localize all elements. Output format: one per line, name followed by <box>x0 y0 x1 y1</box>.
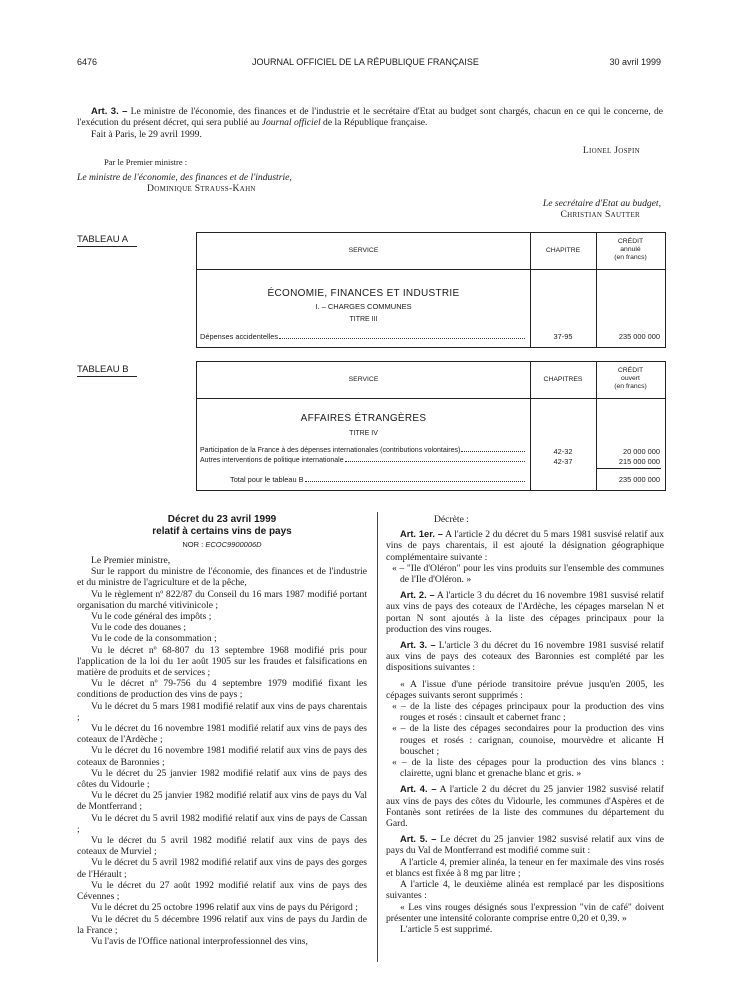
fait-a-paris: Fait à Paris, le 29 avril 1999. <box>91 129 202 140</box>
credit-line-2: ouvert <box>621 375 640 382</box>
par-premier-ministre: Par le Premier ministre : <box>104 157 188 167</box>
tableau-b-row1-credit: 20 000 000 <box>623 447 660 456</box>
tableau-b-row2-chapitre: 42-37 <box>553 457 573 466</box>
art4-label: Art. 4. – <box>400 784 437 795</box>
row-label: Dépenses accidentelles <box>200 332 279 341</box>
art1-quote: « – "Ile d'Oléron" pour les vins produits sur l'ensemble des communes de l'Ile d'Oléron. » <box>392 562 664 586</box>
tableau-b-label: TABLEAU B <box>77 364 137 377</box>
considerant-paragraph: Vu le décret du 5 avril 1982 modifié relatif aux vins de pays de Cassan ; <box>77 812 367 835</box>
page-number: 6476 <box>77 57 98 67</box>
considerant-paragraph: Vu le décret du 5 avril 1982 modifié relatif aux vins de pays des coteaux de Murviel ; <box>77 835 367 858</box>
considerant-paragraph: Vu le décret du 5 décembre 1996 relatif aux vins de pays du Jardin de la France ; <box>77 913 367 936</box>
tableau-a <box>196 232 666 348</box>
tableau-a-ministry: ÉCONOMIE, FINANCES ET INDUSTRIE <box>267 288 460 299</box>
tableau-b-col-chapitre: CHAPITRES <box>543 376 583 383</box>
considerant-paragraph: Vu le code des douanes ; <box>91 622 187 634</box>
art1-text: A l'article 2 du décret du 5 mars 1981 susvisé relatif aux vins de pays charentais, il est ajouté la désignation géographique complémentaire suivante : <box>386 529 664 563</box>
tableau-b-titre: TITRE IV <box>349 430 378 437</box>
tableau-b-row2-credit: 215 000 000 <box>618 457 660 466</box>
minister-title: Le ministre de l'économie, des finances et de l'industrie, <box>77 172 292 183</box>
considerant-paragraph: Vu le règlement nº 822/87 du Conseil du 16 mars 1987 modifié portant organisation du marché vitivinicole ; <box>77 588 367 611</box>
art2 <box>386 590 664 635</box>
decrete: Décrète : <box>434 514 469 525</box>
art5 <box>386 834 664 856</box>
considerant-paragraph: Vu le décret du 27 août 1992 modifié relatif aux vins de pays des Cévennes ; <box>77 879 367 903</box>
tableau-b-row2 <box>200 457 527 464</box>
art3-text-b: de la République française. <box>320 117 428 129</box>
decree-title-line-2: relatif à certains vins de pays <box>152 526 292 537</box>
considerant-paragraph: Vu le décret du 16 novembre 1981 modifié relatif aux vins de pays des coteaux de l'Ardèche ; <box>77 723 367 746</box>
tableau-b-total-credit: 235 000 000 <box>618 475 660 484</box>
column-divider <box>377 512 378 962</box>
art5-text: Le décret du 25 janvier 1982 susvisé relatif aux vins de pays du Val de Montferrand est modifié comme suit : <box>386 834 664 857</box>
art5-p4: L'article 5 est supprimé. <box>400 923 493 935</box>
art3-label: Art. 3. – <box>400 640 436 651</box>
art3-paragraph <box>77 106 663 129</box>
considerant-paragraph: Le Premier ministre, <box>91 555 171 566</box>
decree-title-line-1: Décret du 23 avril 1999 <box>167 514 277 525</box>
tableau-a-row <box>200 332 527 341</box>
row-label: Participation de la France à des dépenses internationales (contributions volontaires) <box>200 447 461 454</box>
considerant-paragraph: Vu le décret du 5 mars 1981 modifié relatif aux vins de pays charentais ; <box>77 700 367 723</box>
art3-item-3: « – de la liste des cépages pour la production des vins blancs : clairette, ugni blanc et grenache blanc et gris. » <box>392 757 664 780</box>
art3-journal: Journal officiel <box>261 117 321 129</box>
considerant-paragraph: Vu le décret du 16 novembre 1981 modifié relatif aux vins de pays des coteaux de Baronnies ; <box>77 745 367 768</box>
considerant-paragraph: Vu le décret du 25 janvier 1982 modifié relatif aux vins de pays du Val de Montferrand ; <box>77 790 367 813</box>
art5-p2: A l'article 4, le deuxième alinéa est remplacé par les dispositions suivantes : <box>386 879 664 902</box>
art3-label: Art. 3. – <box>91 106 128 117</box>
tableau-a-col-credit <box>596 238 665 262</box>
art3-quote: « A l'issue d'une période transitoire prévue jusqu'en 2005, les cépages suivants seront supprimés : <box>386 678 664 701</box>
considerant-paragraph: Vu le décret nº 79-756 du 4 septembre 1979 modifié fixant les conditions de production des vins de pays ; <box>77 678 367 701</box>
tableau-b-col-credit <box>596 367 665 391</box>
signature-pm: Lionel Jospin <box>582 145 640 156</box>
decree-title <box>77 514 367 538</box>
tableau-a-col-chapitre: CHAPITRE <box>545 247 581 254</box>
considerant-paragraph: Vu le décret nº 68-807 du 13 septembre 1968 modifié pris pour l'application de la loi du 1er août 1905 sur les fraudes et falsifications en matière de produits et de services ; <box>77 644 367 679</box>
journal-title: JOURNAL OFFICIEL DE LA RÉPUBLIQUE FRANÇAISE <box>252 57 479 67</box>
tableau-a-section: I. – CHARGES COMMUNES <box>315 302 412 311</box>
minister-name: Dominique Strauss-Kahn <box>147 183 256 194</box>
art3-item-2: « – de la liste des cépages secondaires pour la production des vins rouges et rosés : carignan, counoise, mourvèdre et alicante H bouschet ; <box>392 723 664 757</box>
art3 <box>386 640 664 674</box>
art2-text: A l'article 3 du décret du 16 novembre 1981 susvisé relatif aux vins de pays des coteaux de l'Ardèche, les cépages marselan N et portan N sont ajoutés à la liste des cépages principaux pour la production des vins rouges. <box>386 590 664 635</box>
considerant-paragraph: Vu le décret du 25 janvier 1982 modifié relatif aux vins de pays des côtes du Vidourle ; <box>77 767 367 791</box>
art5-p3: « Les vins rouges désignés sous l'expression "vin de café" doivent présenter une intensité colorante comprise entre 0,20 et 0,39. » <box>386 901 664 924</box>
nor-label: NOR : <box>182 540 206 549</box>
considerant-paragraph: Vu le code de la consommation ; <box>91 633 217 645</box>
art4 <box>386 784 664 829</box>
considerant-paragraph: Vu le code général des impôts ; <box>91 611 212 623</box>
row-label: Autres interventions de politique internationale <box>200 457 344 464</box>
considerant-paragraph: Vu le décret du 25 octobre 1996 relatif aux vins de pays du Périgord ; <box>91 902 358 914</box>
secretary-title: Le secrétaire d'Etat au budget, <box>542 198 661 209</box>
tableau-b <box>196 361 666 491</box>
secretary-name: Christian Sautter <box>560 209 640 220</box>
credit-line-1: CRÉDIT <box>617 367 644 374</box>
tableau-b-ministry: AFFAIRES ÉTRANGÈRES <box>300 413 427 424</box>
tableau-b-row1-chapitre: 42-32 <box>553 447 573 456</box>
considerant-paragraph: Vu l'avis de l'Office national interprofessionnel des vins, <box>91 935 308 947</box>
tableau-a-titre: TITRE III <box>349 316 378 323</box>
art2-label: Art. 2. – <box>400 590 435 601</box>
decree-nor <box>77 540 367 549</box>
art4-text: A l'article 2 du décret du 25 janvier 1982 susvisé relatif aux vins de pays des côtes du Vidourle, les communes d'Aspères et de Fontanès sont retirées de la liste des communes du département du Gard. <box>386 784 664 830</box>
page-date: 30 avril 1999 <box>609 57 661 67</box>
art1-label: Art. 1er. – <box>400 529 443 540</box>
nor-code: ECOC9900006D <box>205 540 262 549</box>
credit-line-3: (en francs) <box>614 254 647 261</box>
art1 <box>386 529 664 563</box>
tableau-b-total <box>230 475 527 484</box>
credit-line-3: (en francs) <box>614 383 647 390</box>
total-label: Total pour le tableau B <box>230 475 304 484</box>
tableau-a-row-credit: 235 000 000 <box>618 332 660 341</box>
considerant-paragraph: Sur le rapport du ministre de l'économie, des finances et de l'industrie et du ministre de l'agriculture et de la pêche, <box>77 566 367 589</box>
right-column <box>386 514 664 935</box>
art3-text-a: Le ministre de l'économie, des finances et de l'industrie et le secrétaire d'Etat au budget sont chargés, chacun en ce qui le concerne, de l'exécution du présent décret, qui sera publié au <box>77 106 663 129</box>
tableau-b-col-service: SERVICE <box>348 376 379 383</box>
credit-line-2: annulé <box>620 246 641 253</box>
left-column <box>77 555 367 947</box>
credit-line-1: CRÉDIT <box>617 238 644 245</box>
considerant-paragraph: Vu le décret du 5 avril 1982 modifié relatif aux vins de pays des gorges de l'Hérault ; <box>77 857 367 880</box>
tableau-a-row-chapitre: 37-95 <box>553 332 573 341</box>
art3-item-1: « – de la liste des cépages principaux pour la production des vins rouges et rosés : cinsault et cabernet franc ; <box>392 701 664 724</box>
art5-p1: A l'article 4, premier alinéa, la teneur en fer maximale des vins rosés et blancs est fixée à 8 mg par litre ; <box>386 856 664 879</box>
tableau-a-col-service: SERVICE <box>348 247 379 254</box>
tableau-a-label: TABLEAU A <box>77 234 137 247</box>
art5-label: Art. 5. – <box>400 834 437 845</box>
art3-text: L'article 3 du décret du 16 novembre 1981 susvisé relatif aux vins de pays des coteaux des Baronnies est complété par les dispositions suivantes : <box>386 640 665 674</box>
tableau-b-row1 <box>200 447 527 454</box>
